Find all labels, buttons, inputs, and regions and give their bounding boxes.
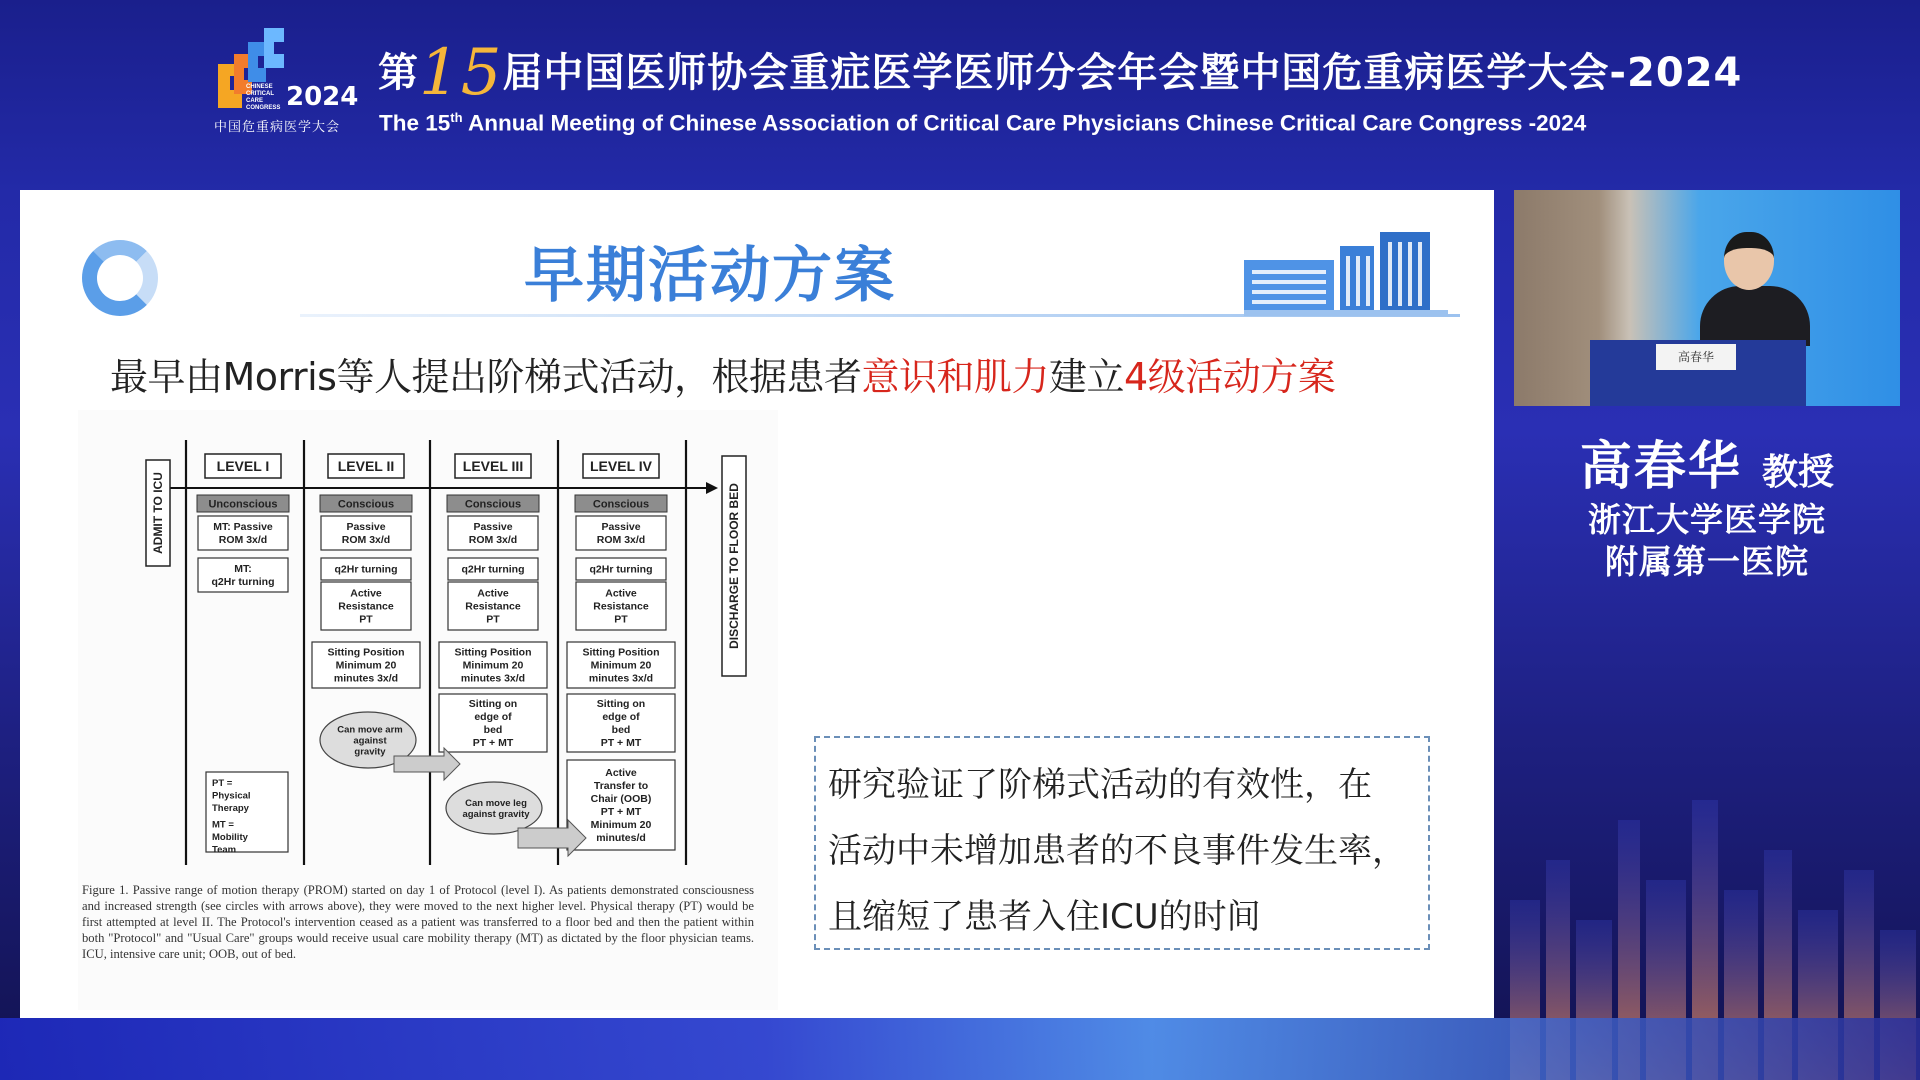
conclusion-box — [814, 736, 1430, 950]
intervention-label: MT: q2Hr turning — [211, 563, 275, 589]
slide-subtitle: 最早由Morris等人提出阶梯式活动，根据患者意识和肌力建立4级活动方案 — [110, 355, 1336, 399]
intervention-label: q2Hr turning — [461, 563, 525, 576]
admit-label: ADMIT TO ICU — [151, 472, 165, 554]
slide-title: 早期活动方案 — [524, 241, 896, 311]
conference-header — [0, 0, 1920, 180]
highlight-consciousness-strength: 意识和肌力 — [861, 355, 1049, 399]
speaker-name: 高春华 教授 — [1579, 437, 1835, 497]
intervention-label: Passive ROM 3x/d — [341, 521, 391, 547]
bottom-decorative-band — [0, 1018, 1920, 1080]
discharge-label: DISCHARGE TO FLOOR BED — [727, 483, 741, 649]
intervention-label: Active Resistance PT — [465, 587, 521, 626]
intervention-label: Active Resistance PT — [338, 587, 394, 626]
logo-wordmark: CHINESE CRITICAL CARE CONGRESS — [246, 84, 281, 111]
intervention-label: Active Transfer to Chair (OOB) PT + MT Minimum 20 minutes/d — [590, 767, 652, 845]
speaker-video — [1514, 190, 1900, 406]
level-header-label: LEVEL I — [216, 457, 270, 474]
podium-nameplate: 高春华 — [1656, 344, 1736, 370]
transition-leg-label: Can move leg against gravity — [462, 797, 530, 820]
intervention-label: Sitting Position Minimum 20 minutes 3x/d — [327, 646, 405, 685]
consciousness-state-label: Unconscious — [208, 498, 278, 511]
speaker-title: 教授 — [1762, 452, 1835, 493]
conclusion-line-2: 活动中未增加患者的不良事件发生率， — [828, 831, 1406, 871]
consciousness-state-label: Conscious — [592, 498, 650, 511]
transition-arm-label: Can move arm against gravity — [337, 724, 403, 758]
consciousness-state-label: Conscious — [464, 498, 522, 511]
conclusion-line-3: 且缩短了患者入住ICU的时间 — [828, 897, 1261, 937]
conference-title-en: The 15th Annual Meeting of Chinese Association of Critical Care Physicians Chinese Critical Care Congress -2024 — [379, 110, 1587, 136]
intervention-label: q2Hr turning — [334, 563, 398, 576]
intervention-label: Active Resistance PT — [593, 587, 649, 626]
level-header-label: LEVEL III — [462, 457, 524, 474]
conference-title-cn: 第15届中国医师协会重症医学医师分会年会暨中国危重病医学大会-2024 — [378, 36, 1743, 110]
figure-caption: Figure 1. Passive range of motion therapy (PROM) started on day 1 of Protocol (level I). As patients demonstrated consciousness and increased strength (see circles with arrows above), they were moved to the next higher level. Physical therapy (PT) would be first attempted at level II. The Protocol's intervention ceased as a patient was transferred to a floor bed and then the patient within both "Protocol" and "Usual Care" groups would receive usual care mobility therapy (MT) as dictated by the floor physician teams. ICU, intensive care unit; OOB, out of bed. — [82, 883, 754, 961]
level-header-label: LEVEL IV — [590, 457, 652, 474]
speaker-affiliation-2: 附属第一医院 — [1605, 542, 1809, 581]
conclusion-line-1: 研究验证了阶梯式活动的有效性，在 — [828, 765, 1372, 805]
consciousness-state-label: Conscious — [337, 498, 395, 511]
logo-subtitle: 中国危重病医学大会 — [214, 120, 341, 135]
intervention-label: Passive ROM 3x/d — [596, 521, 646, 547]
intervention-label: MT: Passive ROM 3x/d — [213, 521, 273, 547]
protocol-diagram — [78, 410, 778, 880]
level-header-label: LEVEL II — [337, 457, 395, 474]
speaker-head — [1724, 232, 1774, 290]
presentation-slide — [20, 190, 1494, 1018]
hospital-building-icon — [1244, 230, 1448, 318]
timeline-arrowhead — [706, 482, 718, 494]
highlight-four-levels: 4级活动方案 — [1124, 355, 1336, 399]
intervention-label: Sitting on edge of bed PT + MT — [596, 698, 646, 750]
legend-text: PT = Physical Therapy MT = Mobility Team — [212, 778, 251, 856]
edition-number: 15 — [419, 36, 503, 110]
intervention-label: Sitting on edge of bed PT + MT — [468, 698, 518, 750]
intervention-label: Passive ROM 3x/d — [468, 521, 518, 547]
intervention-label: q2Hr turning — [589, 563, 653, 576]
speaker-affiliation-1: 浙江大学医学院 — [1588, 500, 1826, 539]
intervention-label: Sitting Position Minimum 20 minutes 3x/d — [582, 646, 660, 685]
logo-year: 2024 — [286, 82, 359, 112]
speaker-body — [1700, 286, 1810, 346]
intervention-label: Sitting Position Minimum 20 minutes 3x/d — [454, 646, 532, 685]
